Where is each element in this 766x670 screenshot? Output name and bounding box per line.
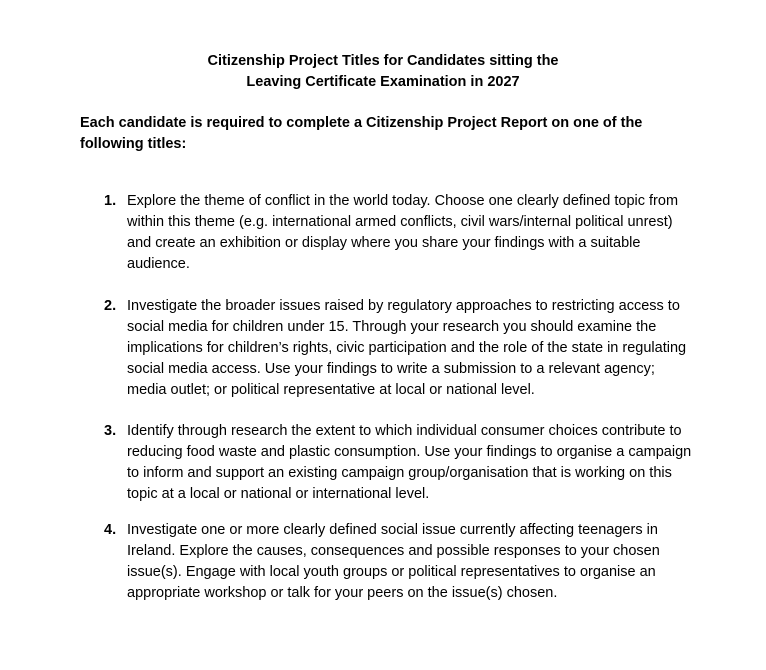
- item-number: 2.: [104, 298, 117, 314]
- item-number: 4.: [104, 522, 117, 538]
- item-text: Explore the theme of conflict in the world today. Choose one clearly defined topic from within this theme (e.g. international armed conflicts, civil wars/internal political unrest) and create an exhibition or display where you share your findings with a suitable audience.: [127, 193, 679, 272]
- item-text: Investigate one or more clearly defined social issue currently affecting teenagers in Ireland. Explore the causes, consequences and possible responses to your chosen issue(s). Engage with local youth groups or political representatives to organise an appropriate workshop or talk for your peers on the issue(s) chosen.: [127, 522, 660, 601]
- project-title-item-1: [104, 191, 744, 275]
- project-title-item-4: [104, 520, 744, 604]
- item-text: Investigate the broader issues raised by regulatory approaches to restricting access to social media for children under 15. Through your research you should examine the implications for children’s rights, civic participation and the role of the state in regulating social media access. Use your findings to write a submission to a relevant agency; media outlet; or political representative at local or national level.: [127, 298, 687, 398]
- project-title-item-2: [104, 296, 744, 401]
- item-text: Identify through research the extent to which individual consumer choices contribute to reducing food waste and plastic consumption. Use your findings to organise a campaign to inform and support an existing campaign group/organisation that is working on this topic at a local or national or international level.: [127, 423, 692, 502]
- document-title-line-1: Citizenship Project Titles for Candidates sitting the: [207, 53, 559, 69]
- project-title-item-3: [104, 421, 744, 505]
- item-number: 3.: [104, 423, 117, 439]
- intro-paragraph: Each candidate is required to complete a Citizenship Project Report on one of the following titles:: [80, 115, 643, 152]
- item-number: 1.: [104, 193, 117, 209]
- document-title-line-2: Leaving Certificate Examination in 2027: [246, 74, 520, 90]
